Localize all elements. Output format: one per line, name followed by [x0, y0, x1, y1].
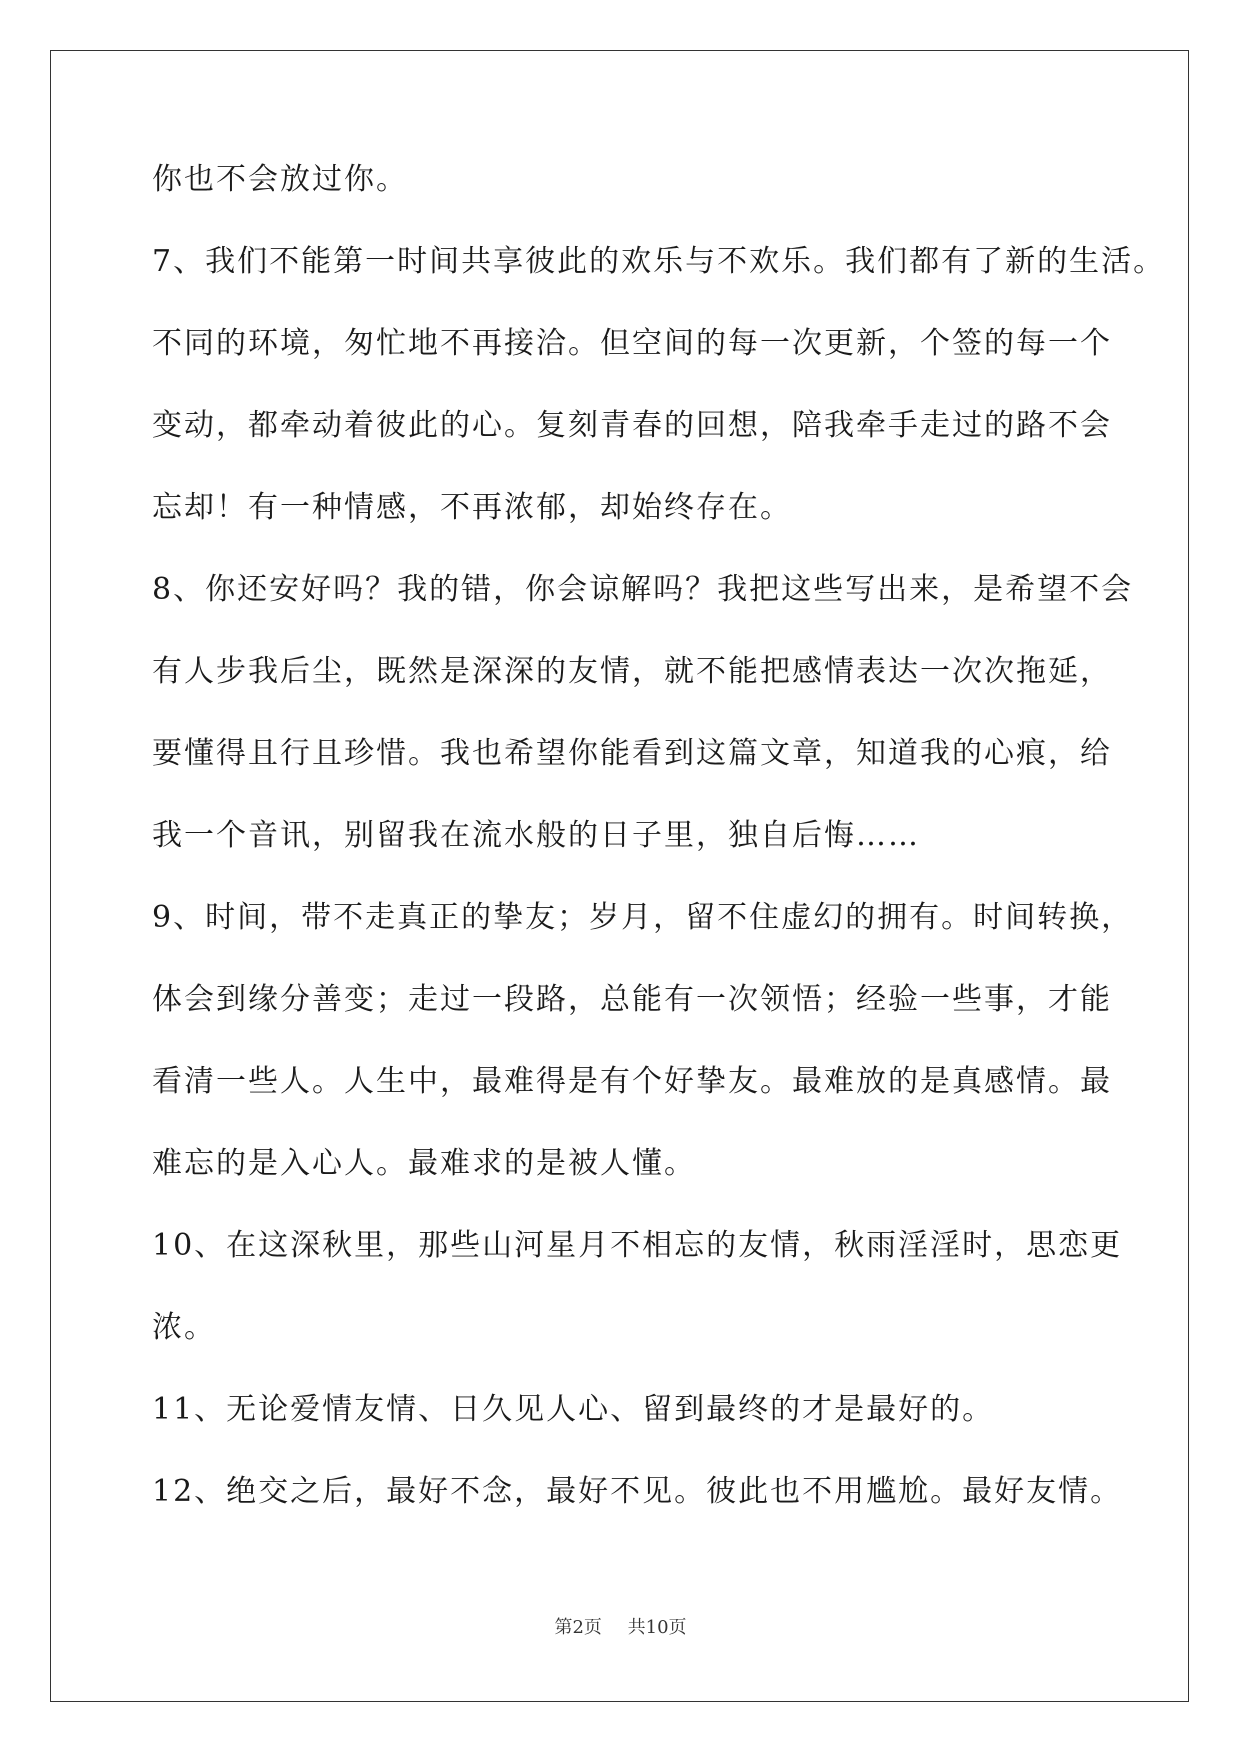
- text-line: 不同的环境，匆忙地不再接洽。但空间的每一次更新，个签的每一个: [152, 326, 1112, 361]
- text-line: 体会到缘分善变；走过一段路，总能有一次领悟；经验一些事，才能: [152, 982, 1112, 1017]
- text-line: 11、无论爱情友情、日久见人心、留到最终的才是最好的。: [152, 1392, 995, 1427]
- text-line: 变动，都牵动着彼此的心。复刻青春的回想，陪我牵手走过的路不会: [152, 408, 1112, 443]
- text-line: 浓。: [152, 1310, 216, 1345]
- text-line: 要懂得且行且珍惜。我也希望你能看到这篇文章，知道我的心痕，给: [152, 736, 1112, 771]
- page-total: 共10页: [627, 1617, 687, 1638]
- text-line: 7、我们不能第一时间共享彼此的欢乐与不欢乐。我们都有了新的生活。: [152, 244, 1166, 279]
- page-footer: [0, 1613, 1241, 1639]
- text-line: 9、时间，带不走真正的挚友；岁月，留不住虚幻的拥有。时间转换，: [152, 900, 1134, 935]
- text-line: 有人步我后尘，既然是深深的友情，就不能把感情表达一次次拖延，: [152, 654, 1112, 689]
- text-line: 难忘的是入心人。最难求的是被人懂。: [152, 1146, 696, 1181]
- document-body: [152, 160, 1166, 1554]
- text-line: 忘却！有一种情感，不再浓郁，却始终存在。: [152, 490, 792, 525]
- text-line: 我一个音讯，别留我在流水般的日子里，独自后悔……: [152, 818, 920, 853]
- text-line: 12、绝交之后，最好不念，最好不见。彼此也不用尴尬。最好友情。: [152, 1474, 1123, 1509]
- text-line: 10、在这深秋里，那些山河星月不相忘的友情，秋雨淫淫时，思恋更: [152, 1228, 1123, 1263]
- text-line: 看清一些人。人生中，最难得是有个好挚友。最难放的是真感情。最: [152, 1064, 1112, 1099]
- text-line: 你也不会放过你。: [152, 162, 408, 197]
- page-number: 第2页: [554, 1617, 602, 1638]
- text-line: 8、你还安好吗？我的错，你会谅解吗？我把这些写出来，是希望不会: [152, 572, 1134, 607]
